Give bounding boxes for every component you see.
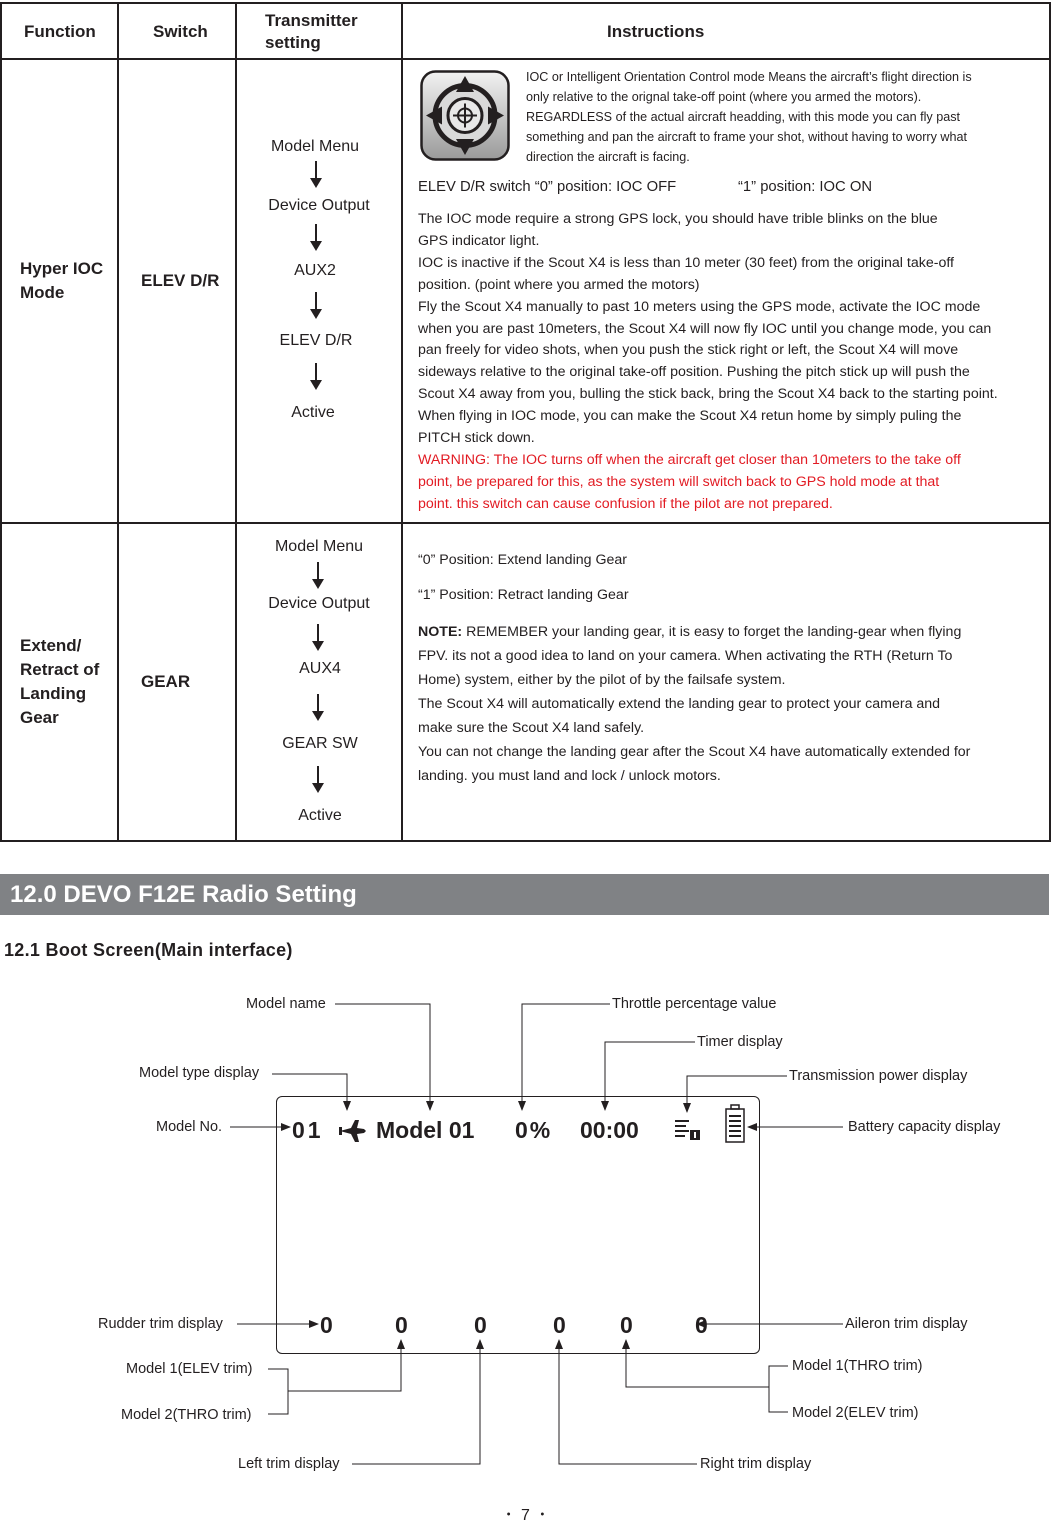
aileron-trim-value: 0 bbox=[695, 1312, 708, 1338]
step-model-menu: Model Menu bbox=[274, 538, 364, 555]
right-trim-value-2: 0 bbox=[620, 1312, 633, 1338]
step-gear-sw: GEAR SW bbox=[282, 735, 358, 752]
label-model-type: Model type display bbox=[139, 1065, 260, 1081]
gear-note-text: NOTE: REMEMBER your landing gear, it is easy to forget the landing-gear when flying FPV. its not a good idea to land on your camera. When activating the RTH (Return To Home) system, either by the pilot of by the failsafe system. The Scout X4 will automatically extend the landing gear to protect your camera and make sure the Scout X4 land safely. You can not change the landing gear after the Scout X4 have automatically extended for landing. you must land and lock / unlock motors. bbox=[418, 624, 971, 784]
switch-on-position: “1” position: IOC ON bbox=[738, 179, 873, 195]
step-aux2: AUX2 bbox=[294, 262, 336, 279]
left-trim-value-1: 0 bbox=[395, 1312, 408, 1338]
step-model-menu: Model Menu bbox=[270, 138, 360, 155]
label-model-name: Model name bbox=[246, 996, 326, 1012]
label-model1-elev: Model 1(ELEV trim) bbox=[126, 1361, 253, 1377]
function-landing-gear: Extend/ Retract of Landing Gear bbox=[20, 636, 100, 727]
step-device-output: Device Output bbox=[268, 595, 370, 612]
note-label: NOTE: bbox=[418, 624, 463, 640]
page-number: ・ 7 ・ bbox=[500, 1507, 551, 1524]
label-rudder-trim: Rudder trim display bbox=[98, 1316, 223, 1332]
label-tx-power: Transmission power display bbox=[789, 1068, 968, 1084]
label-aileron-trim: Aileron trim display bbox=[845, 1316, 968, 1332]
lcd-throttle: 0% bbox=[515, 1117, 553, 1143]
rudder-trim-value: 0 bbox=[320, 1312, 333, 1338]
label-model-no: Model No. bbox=[156, 1119, 223, 1135]
section-title-bar: 12.0 DEVO F12E Radio Setting bbox=[0, 874, 1049, 915]
step-elev-dr: ELEV D/R bbox=[279, 332, 353, 349]
label-model1-thro: Model 1(THRO trim) bbox=[792, 1358, 923, 1374]
header-transmitter: Transmitter setting bbox=[265, 11, 358, 52]
label-throttle-pct: Throttle percentage value bbox=[612, 996, 777, 1012]
switch-gear: GEAR bbox=[141, 672, 191, 691]
warning-text: WARNING: The IOC turns off when the aircraft get closer than 10meters to the take off point, be prepared for this, as the system will switch back to GPS hold mode at that point. this switch can cause confusion if the pilot are not prepared. bbox=[418, 451, 961, 512]
lcd-model-name: Model 01 bbox=[376, 1117, 475, 1143]
gear-pos1: “1” Position: Retract landing Gear bbox=[418, 587, 629, 603]
step-active: Active bbox=[291, 404, 335, 421]
lcd-model-no: 01 bbox=[292, 1117, 324, 1143]
label-model2-elev: Model 2(ELEV trim) bbox=[792, 1405, 919, 1421]
ioc-body-text: The IOC mode require a strong GPS lock, you should have trible blinks on the blue GPS indicator light. IOC is inactive if the Scout X4 is less than 10 meter (30 feet) from the original take-off position. (point where you armed the motors) Fly the Scout X4 manually to past 10 meters using the GPS mode, activate the IOC mode when you are past 10meters, the Scout X4 will now fly IOC until you change mode, you can pan freely for video shots, when you push the stick right or left, the Scout X4 will move sideways relative to the original take-off position. Pushing the pitch stick up will push the Scout X4 away from you, bulling the stick back, bring the Scout X4 back to the starting point. When flying in IOC mode, you can make the Scout X4 retun home by simply puling the PITCH stick down. WARNING: The IOC turns off when the aircraft get closer than 10meters to the take off point, be prepared for this, as the system will switch back to GPS hold mode at that point. this switch can cause confusion if the pilot are not prepared. bbox=[418, 209, 998, 516]
header-function: Function bbox=[24, 22, 96, 41]
gear-pos0: “0” Position: Extend landing Gear bbox=[418, 552, 627, 568]
header-instructions: Instructions bbox=[607, 22, 705, 41]
left-trim-value-2: 0 bbox=[474, 1312, 487, 1338]
switch-off-position: ELEV D/R switch “0” position: IOC OFF bbox=[418, 179, 677, 195]
step-aux4: AUX4 bbox=[299, 660, 341, 677]
header-switch: Switch bbox=[153, 22, 208, 41]
label-timer: Timer display bbox=[697, 1034, 783, 1050]
label-right-trim: Right trim display bbox=[700, 1456, 812, 1472]
label-left-trim: Left trim display bbox=[238, 1456, 340, 1472]
switch-elev-dr: ELEV D/R bbox=[141, 271, 220, 290]
right-trim-value-1: 0 bbox=[553, 1312, 566, 1338]
function-hyper-ioc: Hyper IOC Mode bbox=[20, 259, 104, 302]
ioc-intro-text: IOC or Intelligent Orientation Control mode Means the aircraft’s flight direction is only relative to the orignal take-off point (where you armed the motors). REGARDLESS of the actual aircraft headding, with this mode you can fly past something and pan the aircraft to frame your shot, without having to worry what direction the aircraft is facing. bbox=[526, 70, 972, 164]
label-battery: Battery capacity display bbox=[848, 1119, 1001, 1135]
label-model2-thro: Model 2(THRO trim) bbox=[121, 1407, 252, 1423]
lcd-timer: 00:00 bbox=[580, 1117, 639, 1143]
subsection-title: 12.1 Boot Screen(Main interface) bbox=[4, 940, 293, 960]
step-active: Active bbox=[298, 807, 342, 824]
step-device-output: Device Output bbox=[268, 197, 370, 214]
